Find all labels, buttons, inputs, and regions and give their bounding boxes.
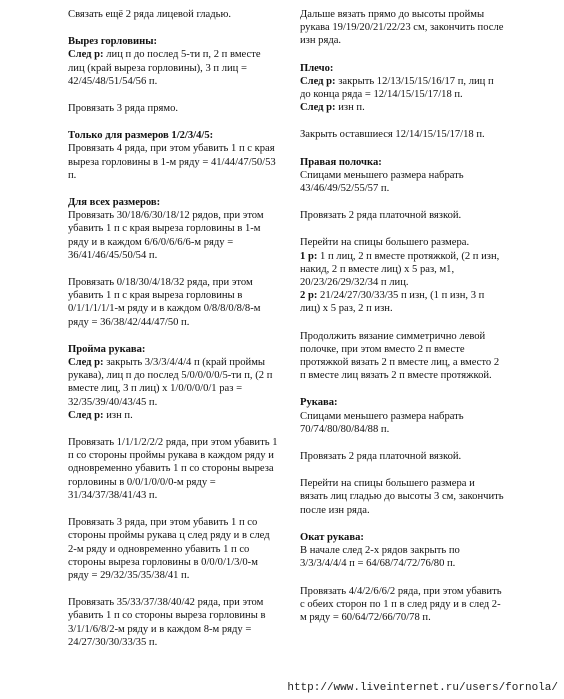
text-block (300, 477, 505, 517)
text-block (300, 330, 505, 383)
text-block (68, 35, 278, 88)
paragraph-text: Провязать 1/1/1/2/2/2 ряда, при этом убавить 1 п со стороны проймы рукава в каждом ряду и одновременно убавить 1 п со стороны выреза горловины в 0/0/1/0/0/0-м ряду = 31/34/37/38/41/43 п. (68, 437, 278, 501)
left-column (68, 8, 278, 663)
paragraph-text: Перейти на спицы большего размера. (300, 237, 470, 249)
paragraph-text: Перейти на спицы большего размера и вязать лиц гладью до высоты 3 см, закончить после изн ряда. (300, 478, 504, 516)
paragraph-text: 1 п лиц, 2 п вместе протяжкой, (2 п изн, накид, 2 п вместе лиц) х 5 раз, м1, 20/23/26/29/32/34 п лиц. (300, 250, 500, 289)
paragraph (68, 8, 278, 21)
paragraph-text: Закрыть оставшиеся 12/14/15/15/17/18 п. (300, 129, 485, 141)
text-block (300, 128, 505, 141)
paragraph-text: Дальше вязать прямо до высоты проймы рукава 19/19/20/21/22/23 см, закончить после изн ряда. (300, 9, 504, 47)
paragraph-text: Провязать 0/18/30/4/18/32 ряда, при этом убавить 1 п с края выреза горловины в 0/1/1/1/1/1-м ряду и в каждом 0/8/8/0/8/8-м ряду = 36/38/42/44/47/50 п. (68, 277, 261, 328)
text-block (300, 450, 505, 463)
paragraph-text: закрыть 3/3/3/4/4/4 п (край проймы рукава), лиц п до послед 5/0/0/0/0/5-ти п, (2 п вместе лиц, 3 п лиц) х 1/0/0/0/0/1 раз = 32/35/39/40/43/45 п. (68, 357, 273, 408)
text-block (300, 62, 505, 115)
paragraph (68, 409, 278, 422)
paragraph-text: Провязать 35/33/37/38/40/42 ряда, при этом убавить 1 п со стороны выреза горловины в 3/1/1/6/8/2-м ряду и в каждом 8-м ряду = 24/27/30/30/33/35 п. (68, 597, 266, 648)
paragraph (68, 48, 278, 88)
paragraph (68, 516, 278, 582)
paragraph (300, 75, 505, 101)
row-label: След р: (68, 49, 104, 61)
paragraph (68, 596, 278, 649)
text-block (68, 343, 278, 422)
paragraph-text: Связать ещё 2 ряда лицевой гладью. (68, 9, 232, 20)
paragraph-text: Провязать 4 ряда, при этом убавить 1 п с края выреза горловины в 1-м ряду = 41/44/47/50/53 п. (68, 143, 276, 181)
text-block (300, 531, 505, 571)
paragraph (300, 544, 505, 570)
text-block (68, 596, 278, 649)
paragraph (300, 477, 505, 517)
section-heading: Окат рукава: (300, 531, 364, 543)
paragraph (300, 8, 505, 48)
row-label: След р: (300, 102, 336, 114)
paragraph (300, 128, 505, 141)
paragraph (68, 102, 278, 115)
paragraph (300, 410, 505, 436)
text-block (300, 156, 505, 196)
text-block (68, 8, 278, 21)
paragraph (300, 289, 505, 315)
paragraph (300, 101, 505, 114)
paragraph-text: Спицами меньшего размера набрать 43/46/49/52/55/57 п. (300, 169, 464, 195)
text-block (68, 516, 278, 582)
paragraph-text: Провязать 2 ряда платочной вязкой. (300, 451, 462, 463)
right-column (300, 8, 505, 638)
row-label: 1 р: (300, 250, 318, 262)
text-block (68, 436, 278, 502)
section-heading: Плечо: (300, 62, 334, 74)
paragraph (300, 209, 505, 222)
text-block (68, 276, 278, 329)
section-heading: Рукава: (300, 397, 338, 409)
paragraph-text: лиц п до послед 5-ти п, 2 п вместе лиц (край выреза горловины), 3 п лиц = 42/45/48/51/54/56 п. (68, 49, 261, 87)
paragraph-text: Провязать 2 ряда платочной вязкой. (300, 210, 462, 222)
paragraph (68, 356, 278, 409)
paragraph-text: В начале след 2-х рядов закрыть по 3/3/3/4/4/4 п = 64/68/74/72/76/80 п. (300, 545, 460, 570)
paragraph (68, 209, 278, 262)
text-block (300, 396, 505, 436)
paragraph (68, 142, 278, 182)
section-heading: Вырез горловины: (68, 36, 158, 48)
text-block (68, 129, 278, 182)
paragraph (300, 330, 505, 383)
text-block (68, 102, 278, 115)
text-block (300, 209, 505, 222)
paragraph-text: изн п. (106, 409, 133, 421)
paragraph (300, 585, 505, 625)
section-heading: Пройма рукава: (68, 343, 146, 355)
row-label: След р: (68, 409, 104, 421)
section-heading: Правая полочка: (300, 156, 382, 168)
text-block (68, 196, 278, 262)
paragraph-text: изн п. (338, 102, 365, 114)
row-label: След р: (300, 75, 336, 87)
section-heading: Для всех размеров: (68, 197, 161, 209)
paragraph-text: Провязать 3 ряда, при этом убавить 1 п со стороны проймы рукава ц след ряду и в след 2-м ряду и одновременно убавить 1 п со стороны выреза горловины в 0/0/0/1/3/0-м ряду = 29/32/35/35/38/41 п. (68, 517, 270, 581)
paragraph-text: Провязать 30/18/6/30/18/12 рядов, при этом убавить 1 п с края выреза горловины в 1-м ряду и в каждом 6/6/0/6/6/6-м ряду = 36/41/46/45/50/54 п. (68, 210, 264, 261)
paragraph-text: 21/24/27/30/33/35 п изн, (1 п изн, 3 п лиц) х 5 раз, 2 п изн. (300, 290, 485, 315)
paragraph (300, 169, 505, 195)
paragraph (68, 436, 278, 502)
paragraph (300, 250, 505, 290)
watermark-url: http://www.liveinternet.ru/users/fornola/ (287, 681, 558, 694)
row-label: След р: (68, 357, 104, 369)
paragraph-text: Спицами меньшего размера набрать 70/74/80/80/84/88 п. (300, 410, 464, 435)
text-block (300, 8, 505, 48)
section-heading: Только для размеров 1/2/3/4/5: (68, 130, 214, 142)
paragraph-text: Провязать 4/4/2/6/6/2 ряда, при этом убавить с обеих сторон по 1 п в след ряду и в след 2-м ряду = 60/64/72/66/70/78 п. (300, 585, 502, 623)
paragraph (300, 236, 505, 249)
paragraph (68, 276, 278, 329)
paragraph-text: Провязать 3 ряда прямо. (68, 103, 179, 115)
text-block (300, 585, 505, 625)
row-label: 2 р: (300, 290, 318, 302)
paragraph (300, 450, 505, 463)
paragraph-text: закрыть 12/13/15/15/16/17 п, лиц п до конца ряда = 12/14/15/15/17/18 п. (300, 75, 494, 101)
paragraph-text: Продолжить вязание симметрично левой полочке, при этом вместо 2 п вместе протяжкой вязать 2 п вместе лиц, а вместо 2 п вместе лиц вязать 2 п вместе протяжкой. (300, 330, 500, 382)
text-block (300, 236, 505, 315)
